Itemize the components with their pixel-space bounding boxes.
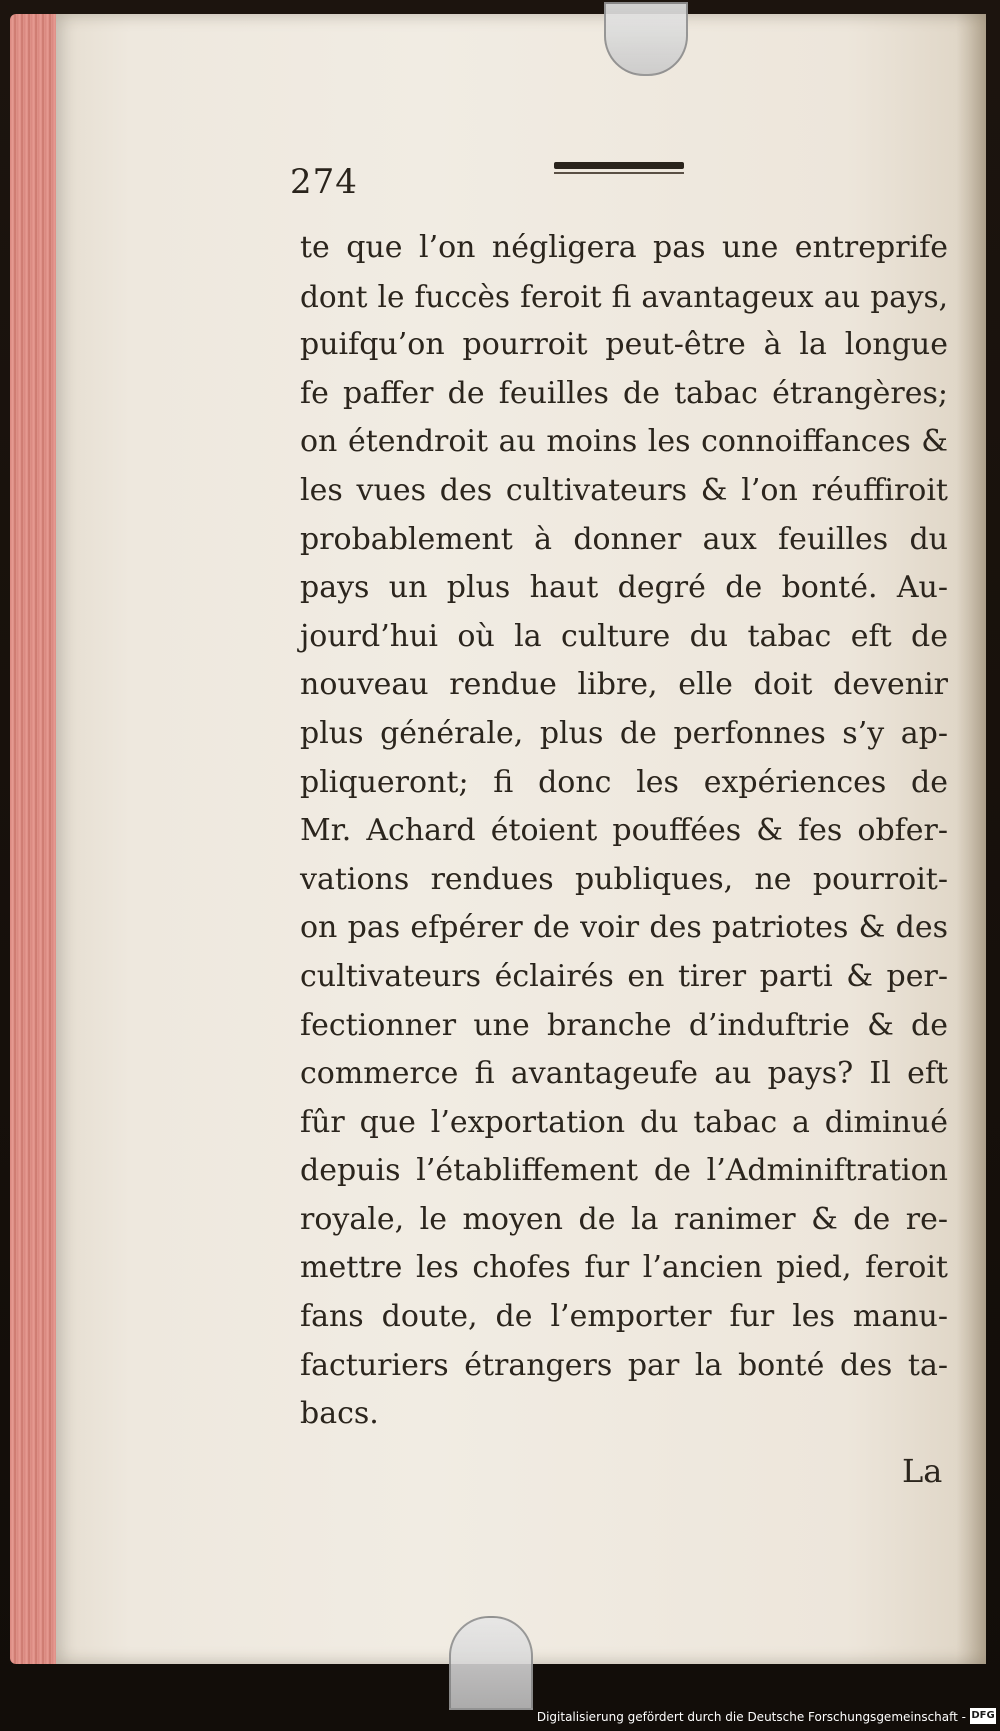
text-line: bacs. xyxy=(300,1396,379,1432)
text-line: on pas efpérer de voir des patriotes & des xyxy=(300,910,948,946)
funding-credit: Digitalisierung gefördert durch die Deutsche Forschungsgemeinschaft - xyxy=(536,1710,966,1724)
top-page-clip xyxy=(604,2,688,76)
text-line: dont le fuccès feroit fi avantageux au pays, xyxy=(300,279,948,314)
text-line: vations rendues publiques, ne pourroit- xyxy=(300,861,948,897)
text-line: fûr que l’exportation du tabac a diminué xyxy=(300,1104,948,1140)
text-line: mettre les chofes fur l’ancien pied, feroit xyxy=(300,1250,948,1286)
text-line: nouveau rendue libre, elle doit devenir xyxy=(300,667,948,703)
text-line: probablement à donner aux feuilles du xyxy=(300,521,948,557)
head-ornament-rule xyxy=(554,162,684,169)
text-line: plus générale, plus de perfonnes s’y ap- xyxy=(300,715,948,751)
dfg-logo: DFG xyxy=(970,1708,996,1724)
text-line: royale, le moyen de la ranimer & de re- xyxy=(300,1201,948,1237)
text-line: commerce fi avantageufe au pays? Il eft xyxy=(300,1056,948,1092)
bottom-page-clip xyxy=(449,1616,533,1710)
text-line: puifqu’on pourroit peut-être à la longue xyxy=(300,327,948,363)
text-line: fe paffer de feuilles de tabac étrangères; xyxy=(300,375,948,411)
text-line: fectionner une branche d’induftrie & de xyxy=(300,1007,948,1043)
text-line: fans doute, de l’emporter fur les manu- xyxy=(300,1299,948,1335)
text-line: facturiers étrangers par la bonté des ta- xyxy=(300,1347,948,1383)
text-line: cultivateurs éclairés en tirer parti & per- xyxy=(300,958,948,994)
text-line: on étendroit au moins les connoiffances & xyxy=(300,424,948,460)
text-line: te que l’on négligera pas une entreprife xyxy=(300,230,948,265)
text-line: pliqueront; fi donc les expériences de xyxy=(300,764,948,800)
catchword: La xyxy=(902,1452,943,1490)
book-page-edge xyxy=(10,14,62,1664)
body-text xyxy=(300,224,948,1439)
text-line: jourd’hui où la culture du tabac eft de xyxy=(300,618,948,654)
text-line: depuis l’établiffement de l’Adminiftration xyxy=(300,1153,948,1189)
page-number: 274 xyxy=(290,162,358,202)
page-gutter-shadow xyxy=(956,14,986,1664)
text-line: pays un plus haut degré de bonté. Au- xyxy=(300,570,948,606)
digitization-footer xyxy=(0,1700,1000,1731)
text-line: les vues des cultivateurs & l’on réuffiroit xyxy=(300,472,948,508)
text-line: Mr. Achard étoient pouffées & fes obfer- xyxy=(300,813,948,849)
running-head xyxy=(290,162,990,212)
